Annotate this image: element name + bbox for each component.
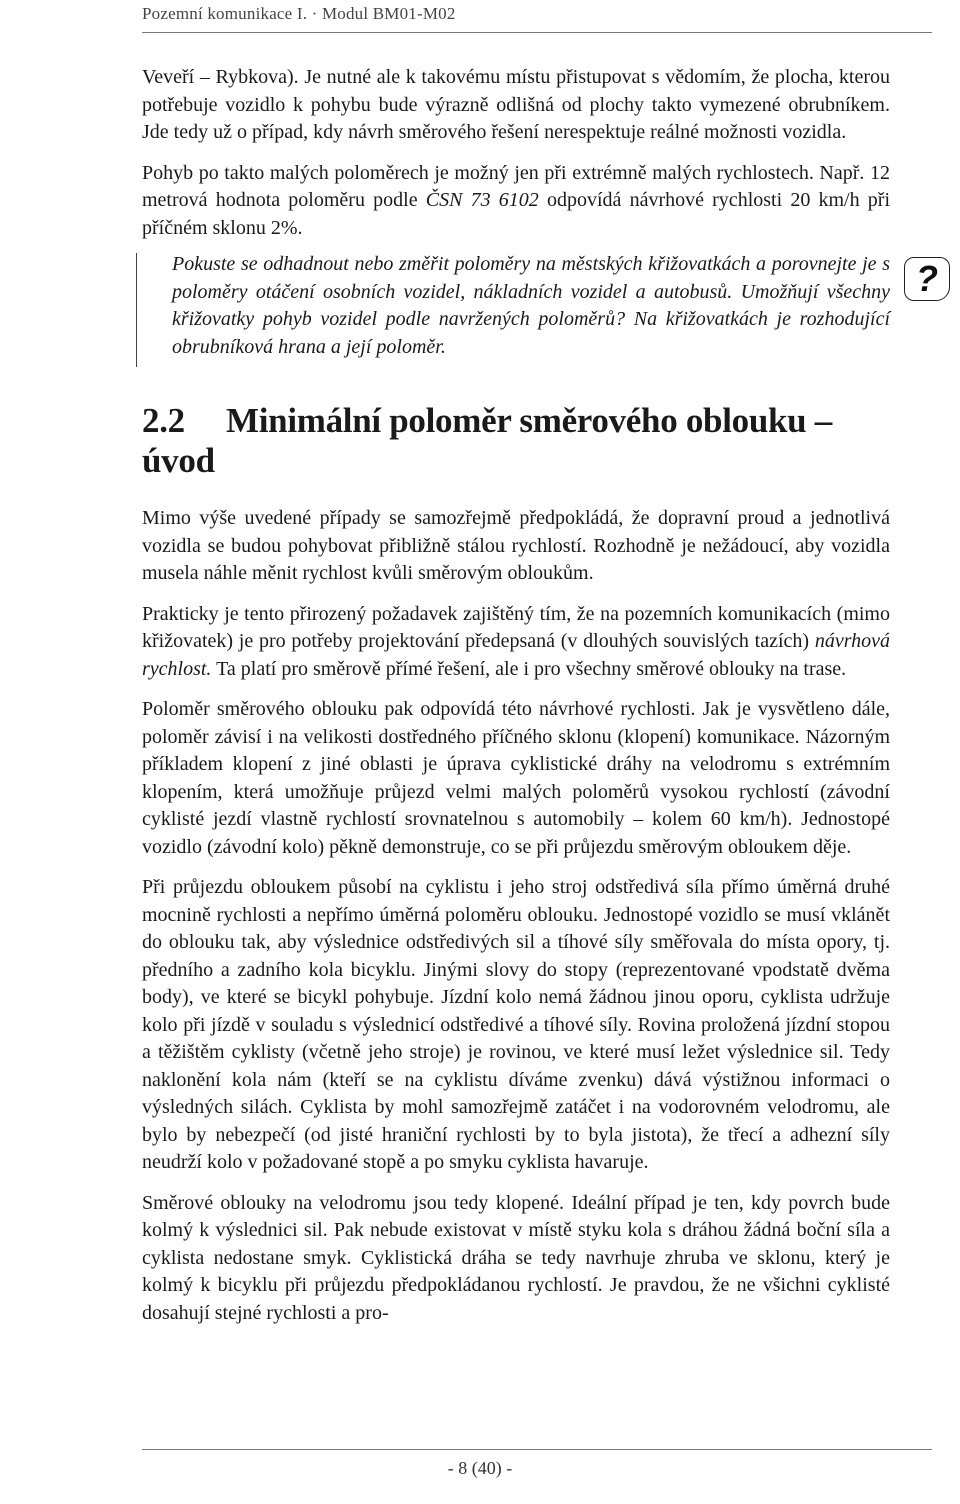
design-speed-term: návrhová rychlost. <box>142 630 890 680</box>
footer-divider <box>142 1449 932 1450</box>
design-speed-part2: Ta platí pro směrově přímé řešení, ale i pro všechny směrové oblouky na trase. <box>211 657 847 680</box>
design-speed-part1: Prakticky je tento přirozený požadavek zajištěný tím, že na pozemních komunikacích (mimo křižovatek) je pro potřeby projektování předepsaná (v dlouhých souvislých tazích) <box>142 602 890 652</box>
running-header: Pozemní komunikace I. · Modul BM01-M02 <box>142 4 456 23</box>
page-body <box>142 64 938 1340</box>
radius-text-part2: odpovídá návrhové rychlosti 20 km/h při příčném sklonu 2%. <box>142 189 890 239</box>
paragraph-cyclist-forces: Při průjezdu obloukem působí na cyklistu i jeho stroj odstředivá síla přímo úměrná druhé mocnině rychlosti a nepřímo úměrná poloměru oblouku. Jednostopé vozidlo se musí vklánět do oblouku tak, aby výslednice odstředivých sil a tíhové síly směřovala do místa opory, tj. předního a zadního kola bicyklu. Jinými slovy do stopy (reprezentované vpodstatě dvěma body), ve které se bicykl pohybuje. Jízdní kolo nemá žádnou jinou oporu, cyklista udržuje kolo při jízdě v souladu s výslednicí odstředivé a tíhové síly. Rovina proložená jízdní stopou a těžištěm cyklisty (včetně jeho stroje) je rovinou, ve které musí ležet výslednice sil. Tedy naklonění kola nám (kteří se na cyklistu díváme zvenku) dává výstižnou informaci o výsledných silách. Cyklista by mohl samozřejmě zatáčet i na vodorovném velodromu, ale bylo by nebezpečí (od jisté hraniční rychlosti by to byla jistota), že třecí a adhezní síly neudrží kolo v požadované stopě a po smyku cyklista havaruje. <box>142 876 890 1173</box>
standard-reference: ČSN 73 6102 <box>425 189 539 211</box>
question-margin-bar <box>136 253 137 367</box>
question-text: Pokuste se odhadnout nebo změřit poloměry na městských křižovatkách a porovnejte je s poloměry otáčení osobních vozidel, nákladních vozidel a autobusů. Umožňují všechny křižovatky pohyb vozidel podle navržených poloměrů? Na křižovatkách je rozhodující obrubníková hrana a její poloměr. <box>172 253 890 358</box>
page-number: - 8 (40) - <box>447 1458 513 1478</box>
section-title: Minimální poloměr směrového oblouku – úvod <box>142 401 832 480</box>
section-heading <box>142 401 890 481</box>
paragraph-velodrome: Směrové oblouky na velodromu jsou tedy klopené. Ideální případ je ten, kdy povrch bude kolmý k výslednici sil. Pak nebude existovat v místě styku kola s dráhou žádná boční síla a cyklista nedostane smyk. Cyklistická dráha se tedy navrhuje zhruba ve sklonu, který je kolmý k bicyklu při průjezdu předpokládanou rychlostí. Je pravdou, že ne všichni cyklisté dosahují stejné rychlosti a pro- <box>142 1191 890 1324</box>
radius-text-part1: Pohyb po takto malých poloměrech je možný jen při extrémně malých rychlostech. Např. 12 metrová hodnota poloměru podle <box>142 161 890 211</box>
question-block <box>142 251 938 361</box>
paragraph-intro: Mimo výše uvedené případy se samozřejmě předpokládá, že dopravní proud a jednotlivá vozidla se budou pohybovat přibližně stálou rychlostí. Rozhodně je nežádoucí, aby vozidla musela náhle měnit rychlost kvůli směrovým obloukům. <box>142 507 890 584</box>
section-number: 2.2 <box>142 401 185 440</box>
question-mark-icon: ? <box>904 257 950 301</box>
paragraph-veveri: Veveří – Rybkova). Je nutné ale k takovému místu přistupovat s vědomím, že plocha, kterou potřebuje vozidlo k pohybu bude výrazně odlišná od plochy takto vymezené obrubníkem. Jde tedy už o případ, kdy návrh směrového řešení nerespektuje reálné možnosti vozidla. <box>142 66 890 143</box>
header-divider <box>142 32 932 33</box>
paragraph-design-speed <box>142 601 890 684</box>
paragraph-banking: Poloměr směrového oblouku pak odpovídá této návrhové rychlosti. Jak je vysvětleno dále, poloměr závisí i na velikosti dostředného příčného sklonu (klopení) komunikace. Názorným příkladem klopení z jiné oblasti je úprava cyklistické dráhy na velodromu s extrémním klopením, která umožňuje průjezd velmi malých poloměrů vysokou rychlostí (závodní cyklisté jezdí vlastně rychlostí srovnatelnou s automobily – kolem 60 km/h). Jednostopé vozidlo (závodní kolo) pěkně demonstruje, co se při průjezdu směrovým obloukem děje. <box>142 698 890 858</box>
paragraph-small-radius <box>142 160 890 243</box>
